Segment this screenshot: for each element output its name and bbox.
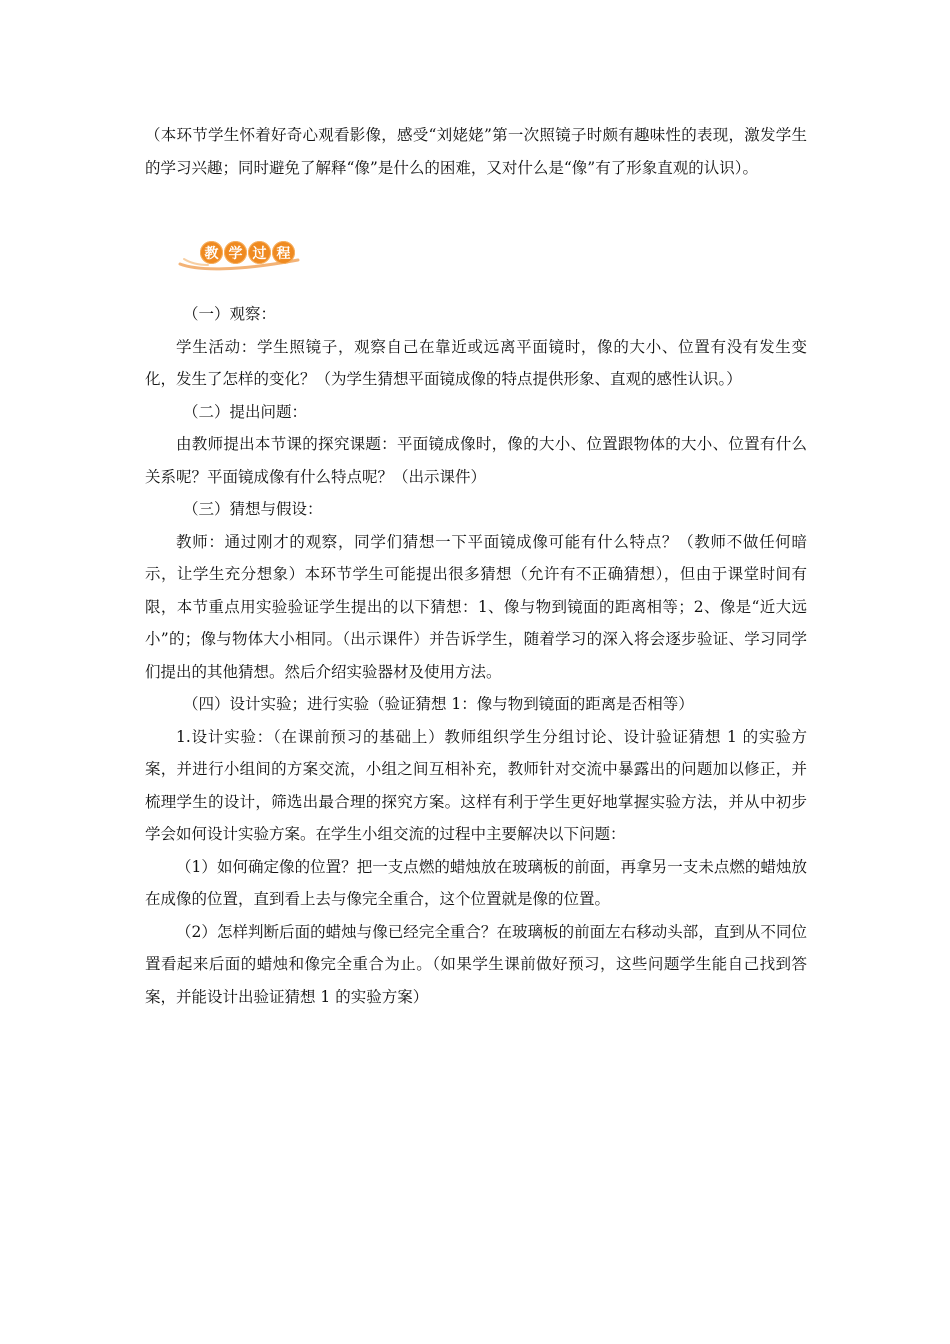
- section-2-paragraph: 由教师提出本节课的探究课题：平面镜成像时，像的大小、位置跟物体的大小、位置有什么关系呢？平面镜成像有什么特点呢？（出示课件）: [145, 435, 807, 486]
- banner-char: 教: [200, 241, 223, 264]
- section-3-heading: （三）猜想与假设：: [183, 500, 323, 518]
- banner-char: 过: [248, 241, 271, 264]
- intro-block: [145, 119, 807, 184]
- section-1-paragraph: 学生活动：学生照镜子，观察自己在靠近或远离平面镜时，像的大小、位置有没有发生变化，发生了怎样的变化？（为学生猜想平面镜成像的特点提供形象、直观的感性认识。）: [145, 337, 807, 388]
- section-4-heading: （四）设计实验；进行实验（验证猜想 1：像与物到镜面的距离是否相等）: [183, 695, 694, 713]
- intro-paragraph: （本环节学生怀着好奇心观看影像，感受“刘姥姥”第一次照镜子时颇有趣味性的表现，激发学生的学习兴趣；同时避免了解释“像”是什么的困难，又对什么是“像”有了形象直观的认识）。: [145, 126, 807, 177]
- section-4-paragraph-3: （2）怎样判断后面的蜡烛与像已经完全重合？在玻璃板的前面左右移动头部，直到从不同位置看起来后面的蜡烛和像完全重合为止。（如果学生课前做好预习，这些问题学生能自己找到答案，并能设计出验证猜想 1 的实验方案）: [145, 922, 807, 1006]
- section-3-paragraph: 教师：通过刚才的观察，同学们猜想一下平面镜成像可能有什么特点？（教师不做任何暗示，让学生充分想象）本环节学生可能提出很多猜想（允许有不正确猜想），但由于课堂时间有限，本节重点用实验验证学生提出的以下猜想：1、像与物到镜面的距离相等；2、像是“近大远小”的；像与物体大小相同。（出示课件）并告诉学生，随着学习的深入将会逐步验证、学习同学们提出的其他猜想。然后介绍实验器材及使用方法。: [145, 532, 807, 681]
- banner-char: 学: [224, 241, 247, 264]
- section-4-paragraph-1: 1.设计实验：（在课前预习的基础上）教师组织学生分组讨论、设计验证猜想 1 的实验方案，并进行小组间的方案交流，小组之间互相补充，教师针对交流中暴露出的问题加以修正，并梳理学生的设计，筛选出最合理的探究方案。这样有利于学生更好地掌握实验方法，并从中初步学会如何设计实验方案。在学生小组交流的过程中主要解决以下问题：: [145, 727, 807, 843]
- section-1-heading: （一）观察：: [183, 305, 277, 323]
- teaching-process-banner: [178, 238, 302, 272]
- section-4-paragraph-2: （1）如何确定像的位置？把一支点燃的蜡烛放在玻璃板的前面，再拿另一支未点燃的蜡烛放在成像的位置，直到看上去与像完全重合，这个位置就是像的位置。: [145, 857, 807, 908]
- main-content: [145, 298, 807, 1013]
- banner-char: 程: [272, 241, 295, 264]
- section-2-heading: （二）提出问题：: [183, 402, 308, 421]
